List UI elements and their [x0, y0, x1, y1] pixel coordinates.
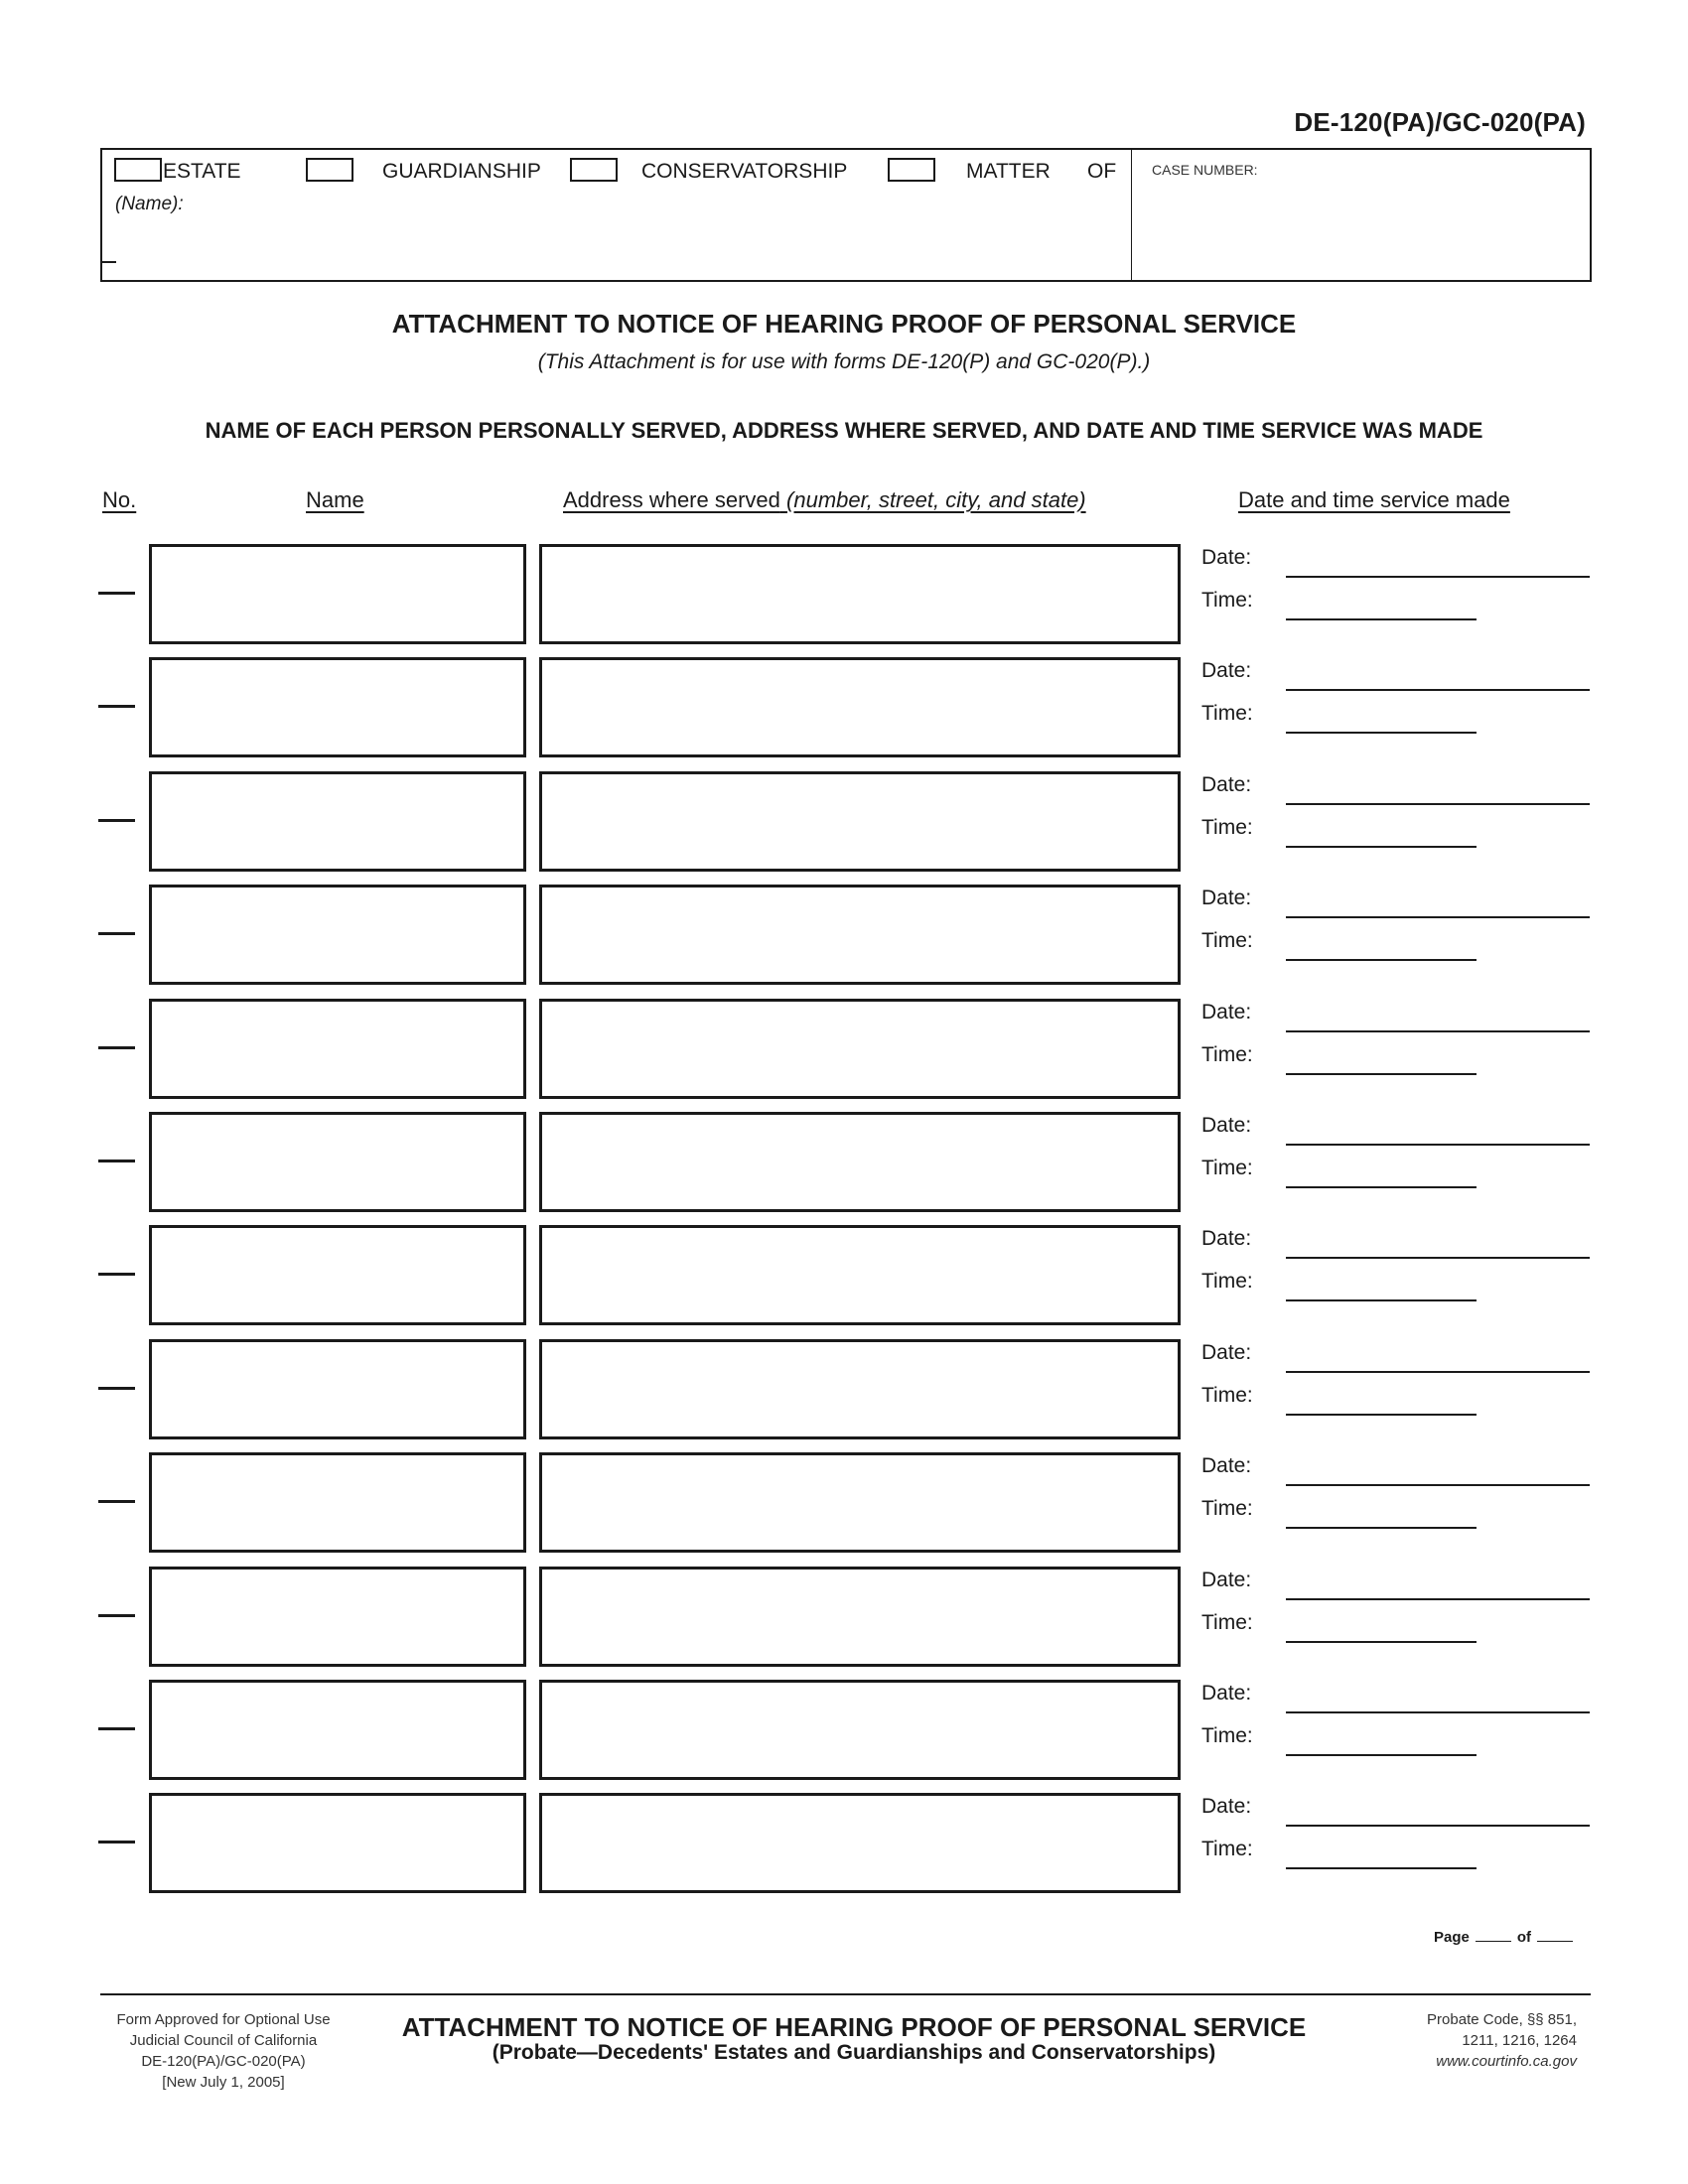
- row-number-field[interactable]: [98, 1500, 135, 1503]
- date-label: Date:: [1201, 773, 1252, 796]
- column-header-address: [563, 487, 1086, 513]
- date-field[interactable]: [1286, 1030, 1590, 1032]
- person-name-field[interactable]: [149, 1225, 526, 1325]
- page-of-label: of: [1516, 1929, 1531, 1946]
- checkbox-estate-label: ESTATE: [163, 160, 241, 183]
- date-field[interactable]: [1286, 1371, 1590, 1373]
- person-name-field[interactable]: [149, 771, 526, 872]
- time-label: Time:: [1201, 1838, 1253, 1860]
- footer-right-line: 1211, 1216, 1264: [1462, 2032, 1577, 2049]
- address-field[interactable]: [539, 1225, 1181, 1325]
- case-number-label: CASE NUMBER:: [1152, 162, 1258, 178]
- time-label: Time:: [1201, 816, 1253, 839]
- section-heading: NAME OF EACH PERSON PERSONALLY SERVED, ADDRESS WHERE SERVED, AND DATE AND TIME SERVICE WAS MADE: [205, 418, 1483, 443]
- date-label: Date:: [1201, 1454, 1252, 1477]
- address-field[interactable]: [539, 544, 1181, 644]
- page-subtitle: (This Attachment is for use with forms DE-120(P) and GC-020(P).): [537, 350, 1151, 373]
- time-field[interactable]: [1286, 732, 1477, 734]
- date-label: Date:: [1201, 659, 1252, 682]
- date-field[interactable]: [1286, 689, 1590, 691]
- row-number-field[interactable]: [98, 705, 135, 708]
- date-label: Date:: [1201, 1569, 1252, 1591]
- date-field[interactable]: [1286, 1711, 1590, 1713]
- checkbox-conservatorship-label: CONSERVATORSHIP: [641, 160, 848, 183]
- checkbox-estate[interactable]: [114, 158, 162, 182]
- footer-citation: [1427, 2009, 1577, 2072]
- footer-approval: [94, 2009, 352, 2093]
- column-header-address-label: Address where served: [563, 487, 780, 512]
- time-field[interactable]: [1286, 1299, 1477, 1301]
- time-field[interactable]: [1286, 1641, 1477, 1643]
- row-number-field[interactable]: [98, 592, 135, 595]
- time-label: Time:: [1201, 1497, 1253, 1520]
- footer-left-line: [New July 1, 2005]: [162, 2074, 285, 2091]
- time-label: Time:: [1201, 1384, 1253, 1407]
- name-label: (Name):: [115, 194, 184, 214]
- footer-subtitle: (Probate—Decedents' Estates and Guardianships and Conservatorships): [492, 2041, 1216, 2064]
- address-field[interactable]: [539, 1567, 1181, 1667]
- time-label: Time:: [1201, 1611, 1253, 1634]
- date-label: Date:: [1201, 1114, 1252, 1137]
- footer-divider: [100, 1993, 1591, 1995]
- row-number-field[interactable]: [98, 819, 135, 822]
- time-field[interactable]: [1286, 846, 1477, 848]
- time-field[interactable]: [1286, 1527, 1477, 1529]
- address-field[interactable]: [539, 999, 1181, 1099]
- row-number-field[interactable]: [98, 1046, 135, 1049]
- person-name-field[interactable]: [149, 544, 526, 644]
- address-field[interactable]: [539, 1452, 1181, 1553]
- time-field[interactable]: [1286, 1186, 1477, 1188]
- time-field[interactable]: [1286, 1754, 1477, 1756]
- name-tick-mark: [100, 261, 116, 263]
- date-field[interactable]: [1286, 1825, 1590, 1827]
- time-label: Time:: [1201, 589, 1253, 612]
- time-field[interactable]: [1286, 1073, 1477, 1075]
- page-number-field[interactable]: [1476, 1941, 1511, 1942]
- time-label: Time:: [1201, 1724, 1253, 1747]
- row-number-field[interactable]: [98, 1387, 135, 1390]
- person-name-field[interactable]: [149, 657, 526, 757]
- footer-right-line: Probate Code, §§ 851,: [1427, 2011, 1577, 2028]
- person-name-field[interactable]: [149, 1680, 526, 1780]
- person-name-field[interactable]: [149, 1112, 526, 1212]
- time-label: Time:: [1201, 929, 1253, 952]
- time-label: Time:: [1201, 1157, 1253, 1179]
- checkbox-guardianship[interactable]: [306, 158, 353, 182]
- case-caption-box: [100, 148, 1592, 282]
- person-name-field[interactable]: [149, 1339, 526, 1439]
- time-field[interactable]: [1286, 618, 1477, 620]
- row-number-field[interactable]: [98, 1727, 135, 1730]
- person-name-field[interactable]: [149, 1452, 526, 1553]
- footer-url[interactable]: www.courtinfo.ca.gov: [1436, 2053, 1577, 2070]
- time-label: Time:: [1201, 1043, 1253, 1066]
- row-number-field[interactable]: [98, 932, 135, 935]
- date-field[interactable]: [1286, 576, 1590, 578]
- time-field[interactable]: [1286, 1867, 1477, 1869]
- column-header-datetime: Date and time service made: [1238, 487, 1510, 512]
- person-name-field[interactable]: [149, 885, 526, 985]
- checkbox-matter-label: MATTER: [966, 160, 1051, 183]
- form-id: DE-120(PA)/GC-020(PA): [1294, 107, 1586, 137]
- person-name-field[interactable]: [149, 999, 526, 1099]
- date-field[interactable]: [1286, 1598, 1590, 1600]
- date-field[interactable]: [1286, 1257, 1590, 1259]
- date-field[interactable]: [1286, 916, 1590, 918]
- page-counter: [1434, 1929, 1579, 1946]
- address-field[interactable]: [539, 1339, 1181, 1439]
- address-field[interactable]: [539, 1793, 1181, 1893]
- row-number-field[interactable]: [98, 1273, 135, 1276]
- date-label: Date:: [1201, 1227, 1252, 1250]
- footer-left-line: Judicial Council of California: [129, 2032, 318, 2049]
- address-field[interactable]: [539, 1112, 1181, 1212]
- date-field[interactable]: [1286, 803, 1590, 805]
- address-field[interactable]: [539, 657, 1181, 757]
- page-total-field[interactable]: [1537, 1941, 1573, 1942]
- date-field[interactable]: [1286, 1144, 1590, 1146]
- date-label: Date:: [1201, 887, 1252, 909]
- checkbox-guardianship-label: GUARDIANSHIP: [382, 160, 541, 183]
- date-field[interactable]: [1286, 1484, 1590, 1486]
- person-name-field[interactable]: [149, 1793, 526, 1893]
- row-number-field[interactable]: [98, 1841, 135, 1843]
- checkbox-conservatorship[interactable]: [570, 158, 618, 182]
- time-label: Time:: [1201, 1270, 1253, 1293]
- time-field[interactable]: [1286, 959, 1477, 961]
- row-number-field[interactable]: [98, 1160, 135, 1162]
- footer-left-line: Form Approved for Optional Use: [116, 2011, 331, 2028]
- footer-title: ATTACHMENT TO NOTICE OF HEARING PROOF OF PERSONAL SERVICE: [401, 2012, 1307, 2042]
- column-header-address-hint: (number, street, city, and state): [786, 487, 1086, 512]
- page-label: Page: [1433, 1929, 1470, 1946]
- page-title: ATTACHMENT TO NOTICE OF HEARING PROOF OF PERSONAL SERVICE: [391, 309, 1297, 339]
- date-label: Date:: [1201, 1795, 1252, 1818]
- date-label: Date:: [1201, 1001, 1252, 1024]
- footer-left-line: DE-120(PA)/GC-020(PA): [141, 2053, 306, 2070]
- date-label: Date:: [1201, 1682, 1252, 1705]
- row-number-field[interactable]: [98, 1614, 135, 1617]
- address-field[interactable]: [539, 885, 1181, 985]
- date-label: Date:: [1201, 1341, 1252, 1364]
- of-label: OF: [1087, 160, 1117, 183]
- time-label: Time:: [1201, 702, 1253, 725]
- address-field[interactable]: [539, 1680, 1181, 1780]
- caption-divider: [1131, 150, 1132, 280]
- date-label: Date:: [1201, 546, 1252, 569]
- column-header-name: Name: [306, 487, 364, 512]
- column-header-no: No.: [102, 487, 137, 512]
- time-field[interactable]: [1286, 1414, 1477, 1416]
- person-name-field[interactable]: [149, 1567, 526, 1667]
- address-field[interactable]: [539, 771, 1181, 872]
- checkbox-matter[interactable]: [888, 158, 935, 182]
